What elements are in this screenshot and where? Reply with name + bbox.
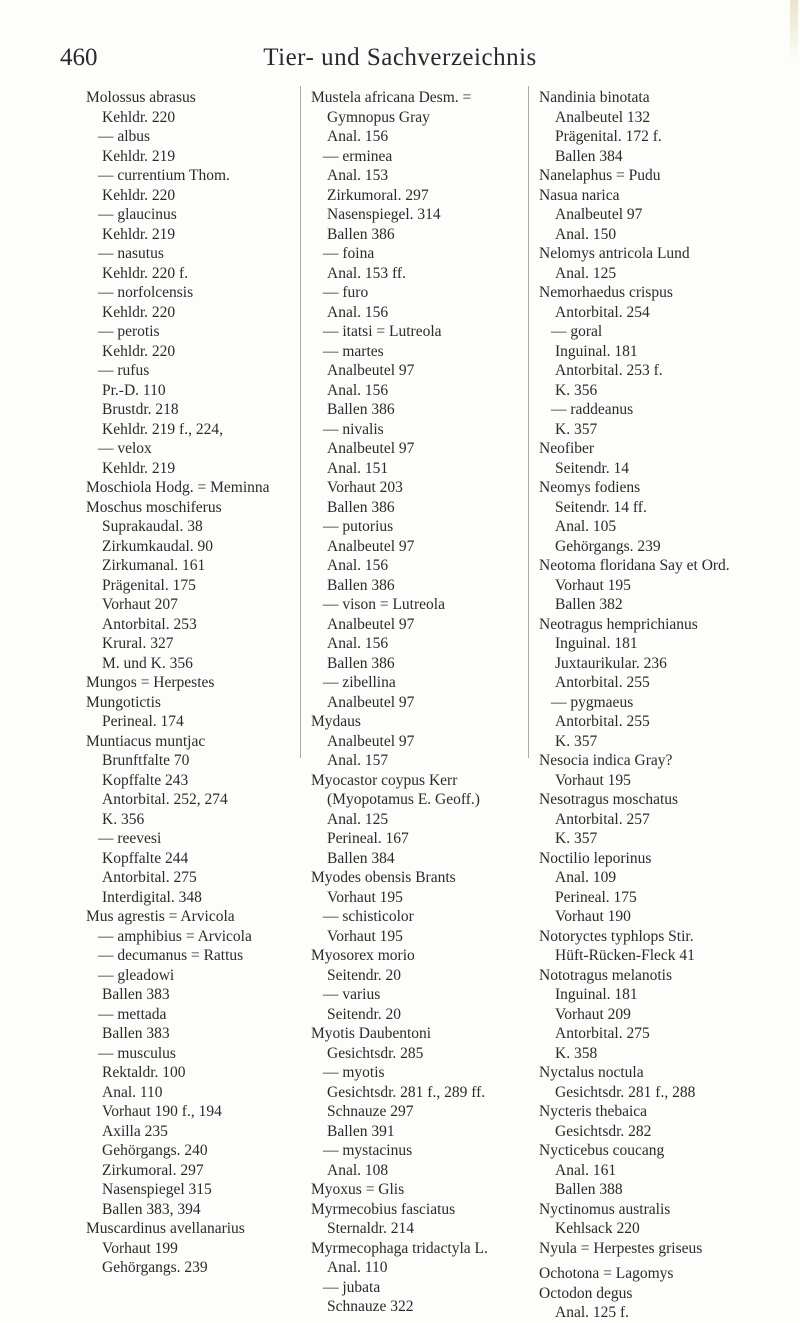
index-reference: Anal. 110	[102, 1083, 163, 1101]
index-reference: Seitendr. 14 ff.	[555, 498, 647, 516]
index-reference: Krural. 327	[102, 635, 174, 652]
index-entry: Nyctalus noctula	[539, 1064, 644, 1081]
index-reference: Anal. 156	[327, 557, 389, 574]
index-subentry: — amphibius = Arvicola	[98, 927, 252, 945]
index-entry: Mydaus	[311, 713, 361, 730]
index-reference: Inguinal. 181	[555, 986, 638, 1003]
index-reference: Gehörgangs. 239	[555, 537, 661, 555]
index-subentry: — musculus	[98, 1044, 176, 1062]
index-reference: Anal. 156	[327, 381, 389, 399]
index-subentry: — rufus	[98, 362, 150, 379]
index-reference: Antorbital. 275	[102, 869, 197, 886]
index-reference: Interdigital. 348	[102, 888, 202, 906]
index-reference: K. 356	[555, 381, 598, 399]
index-reference: Kehldr. 219	[102, 147, 176, 165]
index-reference: Gesichtsdr. 282	[555, 1122, 652, 1140]
index-reference: Kehlsack 220	[555, 1220, 640, 1237]
index-reference: Gesichtsdr. 281 f., 289 ff.	[327, 1083, 486, 1101]
index-entry: Molossus abrasus	[86, 89, 196, 106]
index-reference: Kehldr. 219	[102, 225, 176, 243]
index-subentry: — furo	[323, 284, 369, 301]
index-reference: Zirkumkaudal. 90	[102, 537, 214, 555]
index-reference: Analbeutel 97	[555, 206, 643, 223]
running-title: Tier- und Sachverzeichnis	[263, 44, 537, 71]
index-reference: Analbeutel 97	[327, 732, 415, 750]
index-subentry: — myotis	[323, 1064, 385, 1081]
index-reference: K. 357	[555, 830, 598, 847]
index-reference: Ballen 386	[327, 654, 395, 672]
index-subentry: — foina	[323, 245, 375, 262]
index-reference: Pr.-D. 110	[102, 381, 166, 399]
index-entry: Mustela africana Desm. =	[311, 89, 472, 106]
index-subentry: — pygmaeus	[551, 693, 634, 711]
index-column-2	[311, 88, 561, 1317]
index-entry: Nesocia indica Gray?	[539, 752, 673, 769]
index-reference: Zirkumanal. 161	[102, 557, 206, 574]
index-reference: Perineal. 174	[102, 713, 184, 730]
index-reference: Anal. 125	[555, 264, 617, 282]
index-reference: Kehldr. 220	[102, 303, 176, 321]
index-entry: Myrmecobius fasciatus	[311, 1200, 456, 1218]
index-reference: Vorhaut 195	[555, 576, 631, 594]
index-reference: Kopffalte 244	[102, 849, 189, 867]
index-reference: Antorbital. 253 f.	[555, 362, 663, 379]
index-reference: Analbeutel 97	[327, 362, 415, 379]
index-reference: Gymnopus Gray	[327, 108, 430, 126]
index-subentry: — vison = Lutreola	[323, 596, 445, 613]
index-reference: Suprakaudal. 38	[102, 518, 203, 535]
index-reference: Ballen 384	[555, 147, 623, 165]
index-reference: Kopffalte 243	[102, 771, 189, 789]
index-reference: Anal. 105	[555, 518, 617, 535]
index-entry: Nemorhaedus crispus	[539, 284, 673, 301]
index-entry: Muntiacus muntjac	[86, 732, 206, 750]
index-reference: Seitendr. 20	[327, 966, 402, 984]
index-reference: Kehldr. 220	[102, 186, 176, 204]
index-entry: Myocastor coypus Kerr	[311, 771, 458, 789]
index-reference: Seitendr. 20	[327, 1005, 402, 1023]
index-subentry: — schisticolor	[323, 908, 414, 925]
index-reference: Zirkumoral. 297	[327, 186, 429, 204]
index-subentry: — perotis	[98, 323, 160, 340]
index-reference: Ballen 386	[327, 401, 395, 418]
index-entry: Nycteris thebaica	[539, 1103, 648, 1120]
index-reference: Gesichtsdr. 281 f., 288	[555, 1083, 696, 1101]
index-entry: Noctilio leporinus	[539, 849, 652, 867]
index-entry: Nyctinomus australis	[539, 1200, 671, 1218]
index-reference: Anal. 153	[327, 167, 389, 184]
index-reference: K. 356	[102, 810, 145, 828]
index-subentry: — putorius	[323, 518, 394, 535]
index-reference: Antorbital. 252, 274	[102, 791, 228, 808]
index-reference: Ballen 384	[327, 849, 395, 867]
page-number: 460	[60, 44, 98, 71]
index-reference: Ballen 383	[102, 1025, 170, 1042]
column-divider	[528, 86, 529, 758]
index-entry: Neotoma floridana Say et Ord.	[539, 557, 730, 574]
index-subentry: — goral	[551, 323, 603, 340]
index-reference: Anal. 161	[555, 1161, 617, 1179]
index-subentry: — glaucinus	[98, 206, 177, 223]
index-reference: Antorbital. 255	[555, 713, 650, 730]
index-subentry: — mystacinus	[323, 1142, 413, 1159]
index-subentry: — albus	[98, 128, 151, 145]
index-entry: Nasua narica	[539, 186, 620, 204]
index-reference: K. 357	[555, 420, 598, 438]
index-reference: Schnauze 322	[327, 1298, 414, 1315]
index-reference: Ballen 386	[327, 498, 395, 516]
index-entry: Ochotona = Lagomys	[539, 1265, 674, 1282]
index-entry: Myodes obensis Brants	[311, 869, 456, 886]
index-reference: Kehldr. 220	[102, 108, 176, 126]
index-entry: Nototragus melanotis	[539, 966, 673, 984]
index-reference: Antorbital. 257	[555, 810, 650, 828]
index-reference: Kehldr. 220	[102, 342, 176, 360]
index-reference: Prägenital. 175	[102, 576, 196, 594]
index-reference: Analbeutel 97	[327, 615, 415, 633]
index-reference: Analbeutel 97	[327, 440, 415, 457]
index-subentry: — martes	[323, 342, 384, 360]
index-reference: Analbeutel 97	[327, 693, 415, 711]
index-reference: M. und K. 356	[102, 654, 193, 672]
index-reference: Antorbital. 254	[555, 303, 650, 321]
index-reference: Antorbital. 253	[102, 615, 197, 633]
index-reference: Gehörgangs. 239	[102, 1259, 208, 1276]
index-reference: Nasenspiegel 315	[102, 1181, 212, 1198]
index-reference: Analbeutel 97	[327, 537, 415, 555]
index-reference: Perineal. 175	[555, 888, 637, 906]
index-entry: Nanelaphus = Pudu	[539, 167, 661, 184]
index-entry: Nandinia binotata	[539, 89, 650, 106]
index-reference: Ballen 383, 394	[102, 1200, 201, 1218]
index-reference: Ballen 382	[555, 596, 623, 613]
index-subentry: — decumanus = Rattus	[98, 947, 244, 964]
index-reference: Hüft-Rücken-Fleck 41	[555, 947, 695, 964]
index-reference: Anal. 156	[327, 635, 389, 652]
index-subentry: — zibellina	[323, 674, 396, 691]
index-subentry: — mettada	[98, 1005, 167, 1023]
index-reference: Anal. 156	[327, 128, 389, 145]
index-entry: Mungos = Herpestes	[86, 674, 215, 691]
index-reference: Schnauze 297	[327, 1103, 414, 1120]
index-subentry: — reevesi	[98, 830, 162, 847]
index-reference: Seitendr. 14	[555, 459, 630, 477]
index-reference: Axilla 235	[102, 1122, 168, 1140]
index-entry: Nelomys antricola Lund	[539, 245, 690, 262]
index-reference: Sternaldr. 214	[327, 1220, 414, 1237]
index-reference: Kehldr. 219	[102, 459, 176, 477]
index-reference: Vorhaut 195	[327, 927, 403, 945]
index-reference: Anal. 157	[327, 752, 389, 769]
index-reference: Vorhaut 203	[327, 479, 403, 496]
index-subentry: — norfolcensis	[98, 284, 194, 301]
index-entry: Myoxus = Glis	[311, 1181, 405, 1198]
index-entry: Neofiber	[539, 440, 595, 457]
index-reference: Anal. 156	[327, 303, 389, 321]
index-entry: Moschiola Hodg. = Meminna	[86, 479, 270, 496]
index-reference: Ballen 388	[555, 1181, 623, 1198]
index-subentry: — raddeanus	[551, 401, 634, 418]
index-reference: Gesichtsdr. 285	[327, 1044, 424, 1062]
index-reference: Ballen 386	[327, 576, 395, 594]
index-subentry: — varius	[323, 986, 381, 1003]
index-reference: (Myopotamus E. Geoff.)	[327, 791, 480, 808]
index-reference: Kehldr. 220 f.	[102, 264, 189, 282]
index-reference: Vorhaut 190	[555, 908, 631, 925]
index-reference: Rektaldr. 100	[102, 1064, 186, 1081]
index-subentry: — erminea	[323, 147, 393, 165]
index-entry: Moschus moschiferus	[86, 498, 222, 516]
index-reference: Perineal. 167	[327, 830, 409, 847]
index-reference: Kehldr. 219 f., 224,	[102, 420, 223, 438]
index-entry: Mus agrestis = Arvicola	[86, 908, 235, 925]
index-subentry: — nivalis	[323, 420, 384, 438]
index-reference: Anal. 125 f.	[555, 1304, 630, 1321]
page-header	[0, 44, 800, 74]
index-reference: Gehörgangs. 240	[102, 1142, 208, 1159]
index-reference: Anal. 108	[327, 1161, 389, 1179]
index-reference: Inguinal. 181	[555, 635, 638, 652]
index-reference: Antorbital. 255	[555, 674, 650, 691]
index-subentry: — nasutus	[98, 245, 164, 262]
index-reference: Anal. 110	[327, 1259, 388, 1276]
index-reference: Anal. 109	[555, 869, 617, 886]
index-entry: Mungotictis	[86, 693, 161, 711]
index-reference: Zirkumoral. 297	[102, 1161, 204, 1179]
index-entry: Neotragus hemprichianus	[539, 615, 698, 633]
index-entry: Nycticebus coucang	[539, 1142, 665, 1159]
index-entry: Muscardinus avellanarius	[86, 1220, 245, 1237]
index-entry: Myrmecophaga tridactyla L.	[311, 1239, 488, 1257]
index-subentry: — velox	[98, 440, 152, 457]
index-reference: Vorhaut 207	[102, 596, 178, 613]
index-reference: Analbeutel 132	[555, 108, 651, 126]
index-reference: Nasenspiegel. 314	[327, 206, 441, 223]
index-reference: Ballen 386	[327, 225, 395, 243]
index-subentry: — itatsi = Lutreola	[323, 323, 442, 340]
index-subentry: — gleadowi	[98, 966, 175, 984]
index-reference: K. 357	[555, 732, 598, 750]
index-column-3	[539, 88, 789, 1323]
index-reference: Ballen 391	[327, 1122, 395, 1140]
index-reference: K. 358	[555, 1044, 598, 1062]
index-reference: Anal. 125	[327, 810, 389, 828]
index-subentry: — currentium Thom.	[98, 167, 230, 184]
index-reference: Vorhaut 190 f., 194	[102, 1103, 222, 1120]
index-entry: Octodon degus	[539, 1284, 633, 1302]
index-reference: Vorhaut 195	[327, 888, 403, 906]
index-subentry: — jubata	[323, 1278, 381, 1296]
index-reference: Vorhaut 199	[102, 1239, 178, 1257]
index-reference: Vorhaut 195	[555, 771, 631, 789]
index-entry: Neomys fodiens	[539, 479, 641, 496]
index-reference: Anal. 151	[327, 459, 389, 477]
index-entry: Myosorex morio	[311, 947, 415, 964]
index-reference: Brustdr. 218	[102, 401, 179, 418]
column-divider	[300, 86, 301, 758]
index-reference: Anal. 153 ff.	[327, 264, 406, 282]
index-entry: Myotis Daubentoni	[311, 1025, 432, 1042]
index-reference: Ballen 383	[102, 986, 170, 1003]
index-reference: Anal. 150	[555, 225, 617, 243]
index-entry: Nyula = Herpestes griseus	[539, 1239, 703, 1257]
index-entry: Nesotragus moschatus	[539, 791, 679, 808]
index-reference: Prägenital. 172 f.	[555, 128, 662, 145]
index-reference: Juxtaurikular. 236	[555, 654, 667, 672]
index-reference: Antorbital. 275	[555, 1025, 650, 1042]
index-column-1	[86, 88, 336, 1278]
index-entry: Notoryctes typhlops Stir.	[539, 927, 694, 945]
index-reference: Vorhaut 209	[555, 1005, 631, 1023]
index-reference: Brunftfalte 70	[102, 752, 190, 769]
index-reference: Inguinal. 181	[555, 342, 638, 360]
